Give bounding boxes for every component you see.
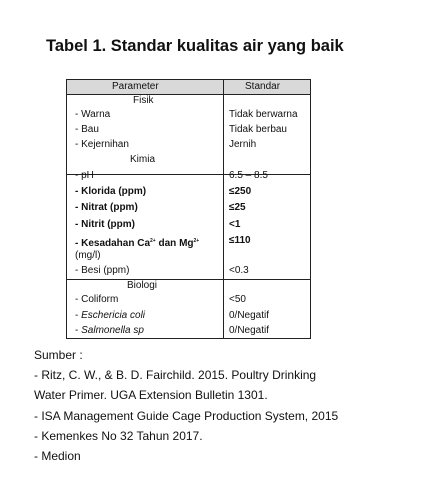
param-ph: - pH bbox=[75, 170, 94, 181]
prefix-eschericia: - bbox=[75, 310, 82, 321]
param-bau: - Bau bbox=[75, 124, 99, 135]
source-line-3: - ISA Management Guide Cage Production System, 2015 bbox=[34, 408, 339, 423]
section-fisik: Fisik bbox=[133, 95, 154, 106]
section-kimia: Kimia bbox=[130, 154, 156, 165]
sup-mg: 2+ bbox=[193, 238, 200, 244]
param-kesadahan-ca: - Kesadahan Ca bbox=[75, 238, 151, 249]
param-warna: - Warna bbox=[75, 109, 111, 120]
param-salmonella bbox=[75, 325, 144, 337]
value-kesadahan: ≤110 bbox=[229, 235, 251, 246]
source-line-5: - Medion bbox=[34, 449, 81, 464]
param-nitrat: - Nitrat (ppm) bbox=[75, 202, 138, 213]
value-nitrat: ≤25 bbox=[229, 202, 246, 213]
param-besi: - Besi (ppm) bbox=[75, 265, 130, 276]
value-nitrit: <1 bbox=[229, 219, 241, 230]
value-bau: Tidak berbau bbox=[229, 124, 287, 135]
param-nitrit: - Nitrit (ppm) bbox=[75, 219, 135, 230]
value-besi: <0.3 bbox=[229, 265, 249, 276]
value-salmonella: 0/Negatif bbox=[229, 325, 270, 336]
value-kejernihan: Jernih bbox=[229, 139, 257, 150]
param-coliform: - Coliform bbox=[75, 294, 119, 305]
section-biologi: Biologi bbox=[127, 280, 158, 291]
value-warna: Tidak berwarna bbox=[229, 109, 298, 120]
water-quality-table bbox=[66, 79, 311, 339]
param-kesadahan-unit: (mg/l) bbox=[75, 250, 101, 261]
source-line-2: Water Primer. UGA Extension Bulletin 1301. bbox=[34, 388, 268, 403]
header-standard: Standar bbox=[245, 81, 281, 92]
column-divider bbox=[223, 80, 224, 338]
value-ph: 6.5 – 8.5 bbox=[229, 170, 268, 181]
value-coliform: <50 bbox=[229, 294, 246, 305]
header-parameter: Parameter bbox=[112, 81, 159, 92]
divider-biologi-bottom-of-kimia bbox=[67, 279, 310, 280]
value-klorida: ≤250 bbox=[229, 186, 252, 197]
param-kesadahan bbox=[75, 235, 199, 250]
prefix-salmonella: - bbox=[75, 325, 82, 336]
sources-heading: Sumber : bbox=[34, 348, 83, 362]
param-kejernihan: - Kejernihan bbox=[75, 139, 129, 150]
param-klorida: - Klorida (ppm) bbox=[75, 186, 147, 197]
param-kesadahan-mg: dan Mg bbox=[155, 238, 194, 249]
source-line-4: - Kemenkes No 32 Tahun 2017. bbox=[34, 428, 203, 443]
sources-block bbox=[34, 345, 429, 466]
value-eschericia: 0/Negatif bbox=[229, 310, 270, 321]
name-eschericia: Eschericia coli bbox=[81, 310, 146, 321]
sup-ca: 2+ bbox=[150, 238, 156, 244]
table-title: Tabel 1. Standar kualitas air yang baik bbox=[46, 37, 344, 55]
param-eschericia bbox=[75, 310, 145, 322]
divider-kimia-bottom-of-fisik bbox=[67, 174, 310, 175]
source-line-1: - Ritz, C. W., & B. D. Fairchild. 2015. Poultry Drinking bbox=[34, 368, 317, 383]
name-salmonella: Salmonella sp bbox=[81, 325, 144, 336]
